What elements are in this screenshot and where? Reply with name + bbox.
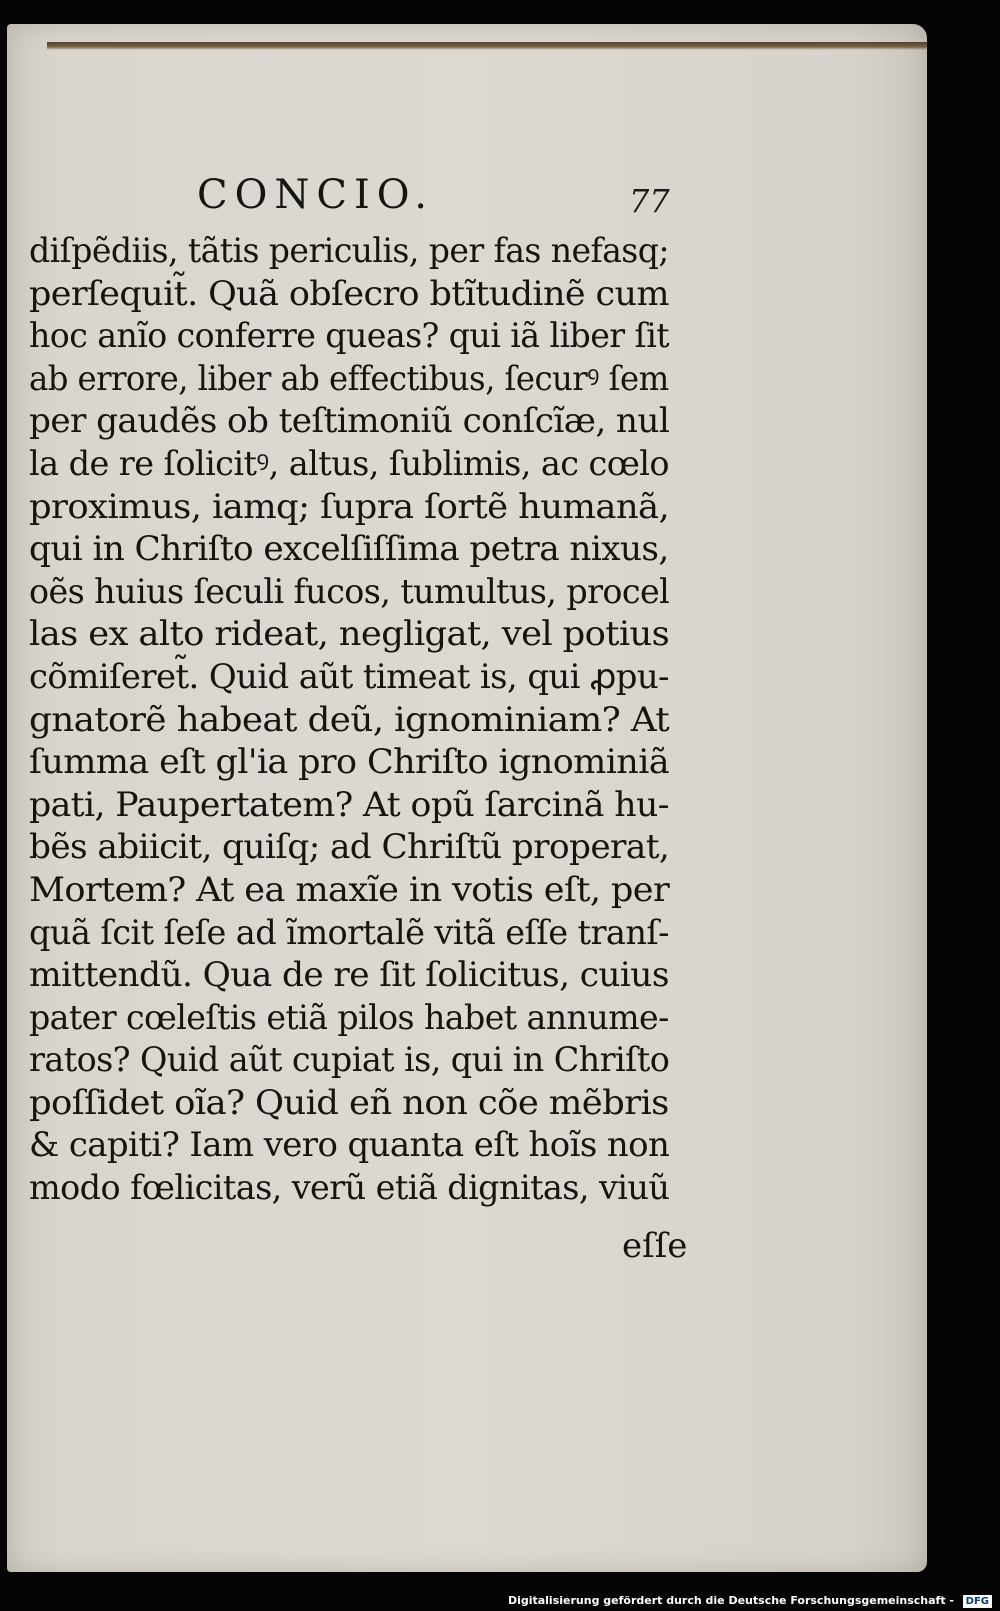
book-page xyxy=(7,24,927,1572)
page-number: 77 xyxy=(629,182,670,220)
text-line: hoc anĩo conferre queas? qui iã liber ſit xyxy=(29,316,670,357)
text-line: las ex alto rideat, negligat, vel potius xyxy=(29,614,670,655)
text-line: cõmiſeret̃. Quid aũt timeat is, qui ꝓpu- xyxy=(29,656,669,697)
text-line: ratos? Quid aũt cupiat is, qui in Chriſto xyxy=(29,1040,670,1081)
text-line: poſſidet oĩa? Quid eñ non cõe mẽbris xyxy=(29,1082,669,1123)
text-line: perſequit̃. Quã obſecro btĩtudinẽ cum xyxy=(29,273,669,314)
text-line: qui in Chriſto excelſiſſima petra nixus, xyxy=(29,529,669,570)
text-line: pati, Paupertatem? At opũ ſarcinã hu- xyxy=(29,784,669,825)
digitization-credit: Digitalisierung gefördert durch die Deutsche Forschungsgemeinschaft - xyxy=(507,1594,954,1607)
text-line: ſumma eſt gl'ia pro Chriſto ignominiã xyxy=(29,742,670,783)
page-top-edge xyxy=(47,42,927,50)
text-line: mittendũ. Qua de re ſit ſolicitus, cuius xyxy=(29,955,669,996)
text-line: modo fœlicitas, verũ etiã dignitas, viuũ xyxy=(29,1168,670,1209)
catchword: eſſe xyxy=(622,1226,688,1266)
text-line: ab errore, liber ab effectibus, ſecurꝰ ſem xyxy=(29,358,669,399)
text-line: gnatorẽ habeat deũ, ignominiam? At xyxy=(29,699,670,740)
body-text xyxy=(29,230,689,1210)
text-line: la de re ſolicitꝰ, altus, ſublimis, ac cœlo xyxy=(29,443,669,484)
text-line: proximus, iamq; ſupra ſortẽ humanã, xyxy=(29,486,670,527)
text-line: quã ſcit ſeſe ad ĩmortalẽ vitã eſſe tranſ- xyxy=(29,912,669,953)
text-line: per gaudẽs ob teſtimoniũ conſcĩæ, nul xyxy=(29,401,670,442)
text-line: bẽs abiicit, quiſq; ad Chriſtũ properat, xyxy=(29,827,670,868)
running-head: CONCIO. xyxy=(197,172,434,218)
text-line: & capiti? Iam vero quanta eſt hoĩs non xyxy=(29,1125,670,1166)
text-line: diſpẽdiis, tãtis periculis, per fas nefasq; xyxy=(29,231,669,271)
dfg-logo: DFG xyxy=(963,1595,992,1608)
text-line: oẽs huius ſeculi fucos, tumultus, procel xyxy=(29,571,670,612)
text-line: pater cœleſtis etiã pilos habet annume- xyxy=(29,997,669,1038)
text-line: Mortem? At ea maxĩe in votis eſt, per xyxy=(29,869,670,910)
